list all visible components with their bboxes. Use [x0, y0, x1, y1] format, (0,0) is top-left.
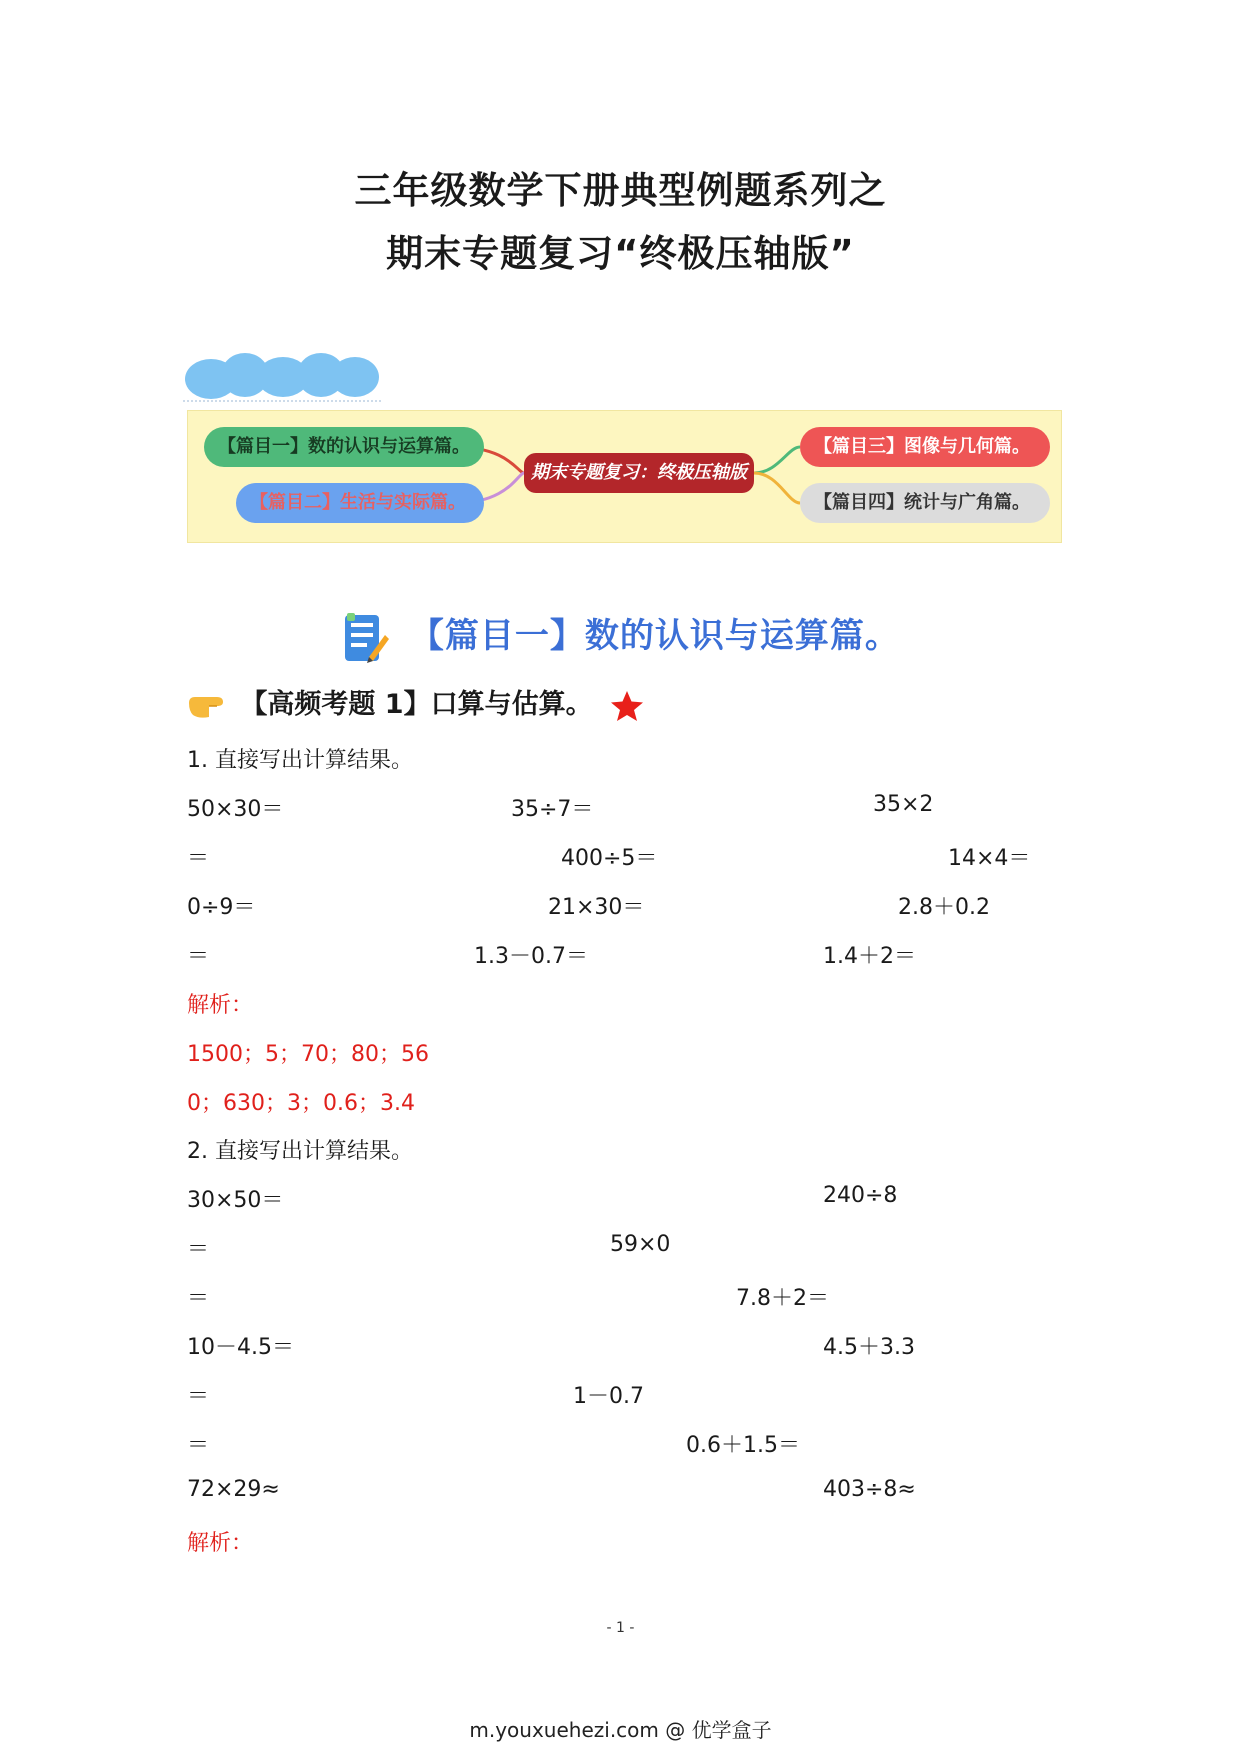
q1-r4-b: 1.3－0.7＝ [474, 944, 588, 969]
q1-r2-b: 400÷5＝ [561, 846, 658, 871]
q2-r7-a: 72×29≈ [187, 1477, 280, 1502]
q1-answer-line1: 1500；5；70；80；56 [187, 1042, 429, 1067]
q2-r1-b: 240÷8 [823, 1183, 898, 1208]
red-star-icon [610, 690, 644, 722]
q1-r2-c: 14×4＝ [948, 846, 1031, 871]
doc-title-line1: 三年级数学下册典型例题系列之 [354, 169, 887, 212]
q2-r3-b: 7.8＋2＝ [736, 1286, 829, 1311]
q1-r3-a: 0÷9＝ [187, 895, 256, 920]
page-number: - 1 - [606, 1620, 635, 1636]
doc-title-line2: 期末专题复习“终极压轴版” [386, 232, 855, 275]
q2-r2-b: 59×0 [610, 1232, 671, 1257]
q2-r4-b: 4.5＋3.3 [823, 1335, 915, 1360]
q1-prompt: 1. 直接写出计算结果。 [187, 748, 413, 773]
q2-r5-a: ＝ [187, 1384, 210, 1409]
q2-r4-a: 10－4.5＝ [187, 1335, 294, 1360]
section-title: 【篇目一】数的认识与运算篇。 [409, 616, 900, 656]
q1-r2-a: ＝ [187, 846, 210, 871]
q2-r1-a: 30×50＝ [187, 1188, 284, 1213]
q2-prompt: 2. 直接写出计算结果。 [187, 1139, 413, 1164]
q1-r1-c: 35×2 [873, 792, 934, 817]
q1-answer-line2: 0；630；3；0.6；3.4 [187, 1091, 415, 1116]
q2-r3-a: ＝ [187, 1286, 210, 1311]
notebook-pencil-icon [341, 611, 389, 665]
q1-r3-b: 21×30＝ [548, 895, 645, 920]
mindmap-branch-3: 【篇目三】图像与几何篇。 [800, 427, 1050, 467]
mindmap-branch-4: 【篇目四】统计与广角篇。 [800, 483, 1050, 523]
mindmap-center: 期末专题复习：终极压轴版 [524, 453, 754, 493]
mindmap-branch-2: 【篇目二】生活与实际篇。 [236, 483, 484, 523]
source-link[interactable]: m.youxuehezi.com @ 优学盒子 [469, 1718, 772, 1742]
q2-r6-b: 0.6＋1.5＝ [686, 1433, 800, 1458]
q1-r3-c: 2.8＋0.2 [898, 895, 990, 920]
q1-r4-a: ＝ [187, 944, 210, 969]
cloud-banner-icon [183, 345, 383, 405]
q2-r6-a: ＝ [187, 1433, 210, 1458]
q2-analysis-label: 解析： [187, 1531, 254, 1556]
pointing-hand-icon [187, 691, 227, 721]
q1-r1-a: 50×30＝ [187, 797, 284, 822]
mindmap-banner [187, 410, 1062, 543]
question-heading-text: 【高频考题 1】口算与估算。 [240, 689, 593, 720]
q2-r7-b: 403÷8≈ [823, 1477, 916, 1502]
q1-analysis-label: 解析： [187, 993, 254, 1018]
q1-r4-c: 1.4＋2＝ [823, 944, 916, 969]
q2-r5-b: 1－0.7 [573, 1384, 644, 1409]
section-heading [0, 608, 1241, 665]
q1-r1-b: 35÷7＝ [511, 797, 594, 822]
mindmap-branch-1: 【篇目一】数的认识与运算篇。 [204, 427, 484, 467]
q2-r2-a: ＝ [187, 1237, 210, 1262]
question-heading [187, 682, 644, 722]
